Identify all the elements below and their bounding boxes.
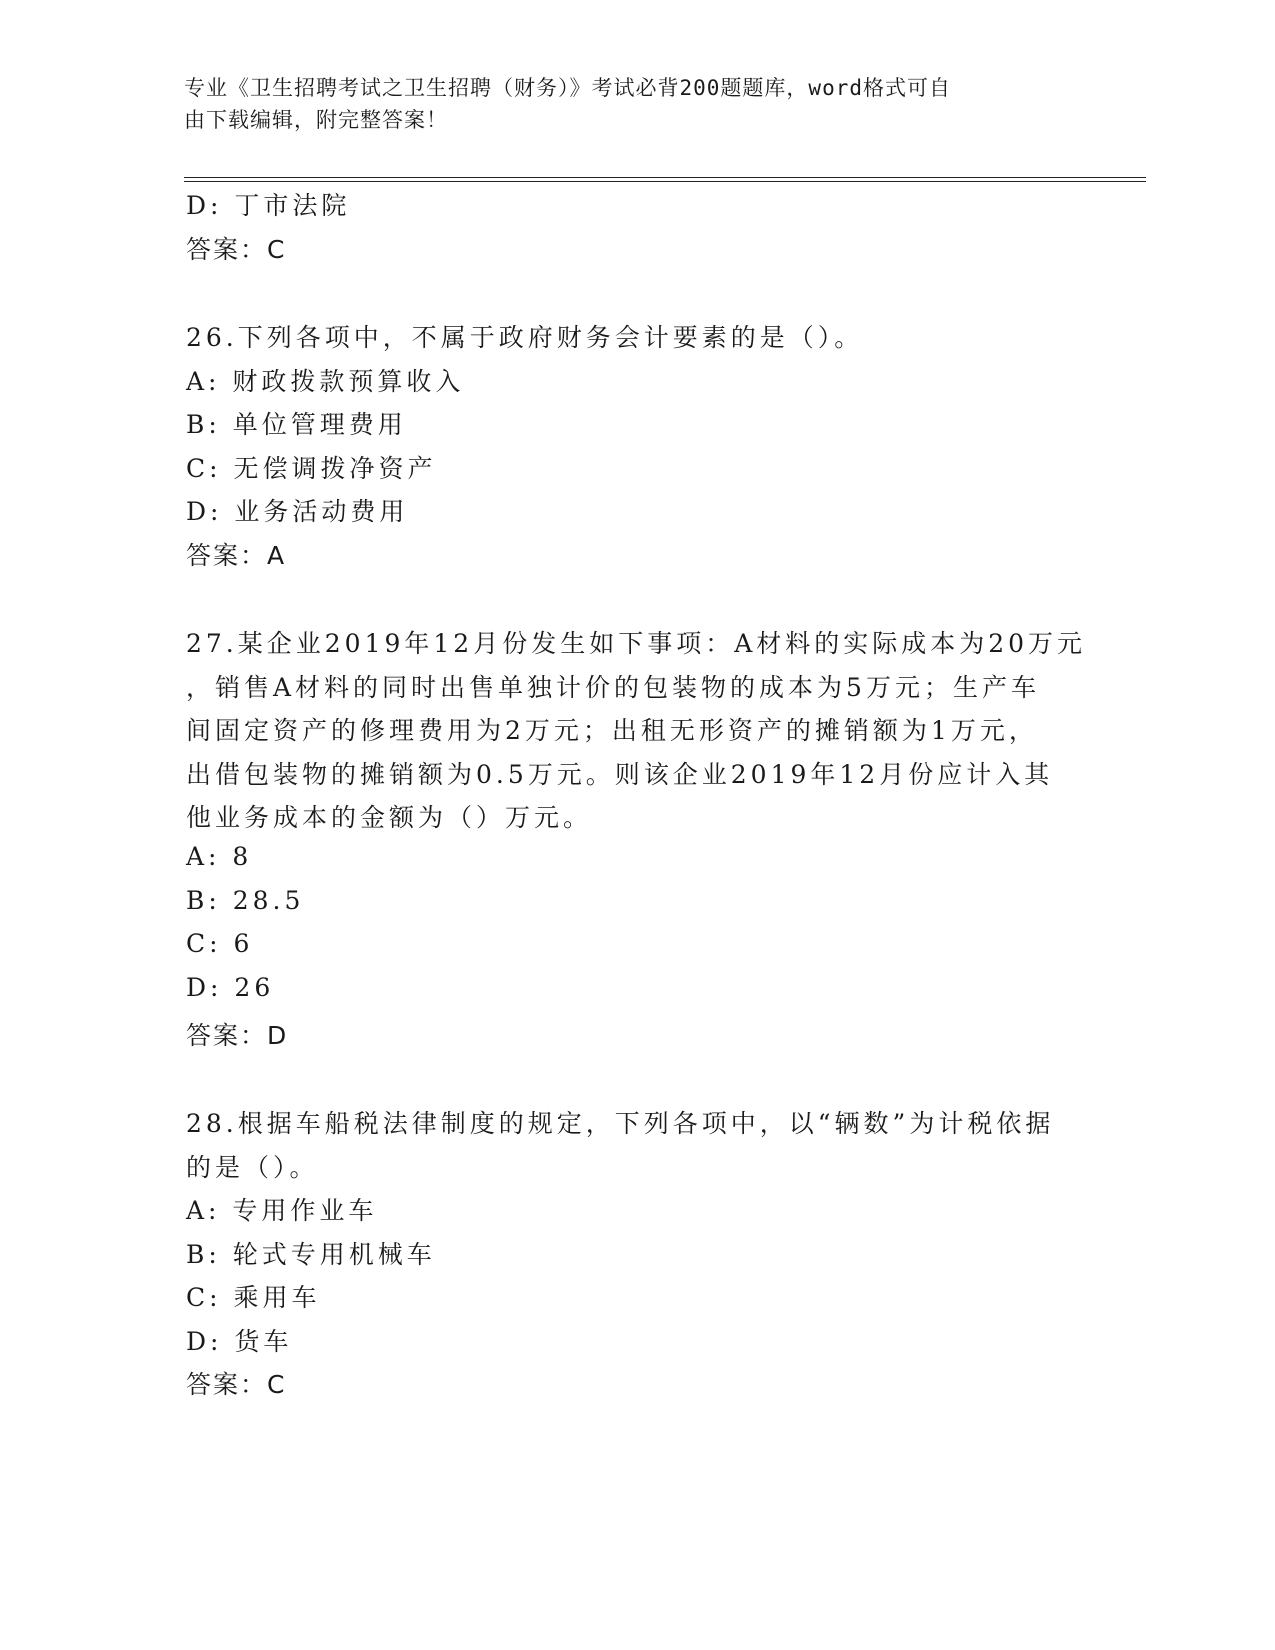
q28-stem-line-1: 28.根据车船税法律制度的规定，下列各项中，以“辆数”为计税依据 bbox=[186, 1109, 1055, 1138]
q27-option-d: D: 26 bbox=[186, 973, 275, 1002]
header-line-1: 专业《卫生招聘考试之卫生招聘（财务）》考试必背200题题库，word格式可自 bbox=[184, 76, 951, 100]
prev-option-d: D: 丁市法院 bbox=[186, 191, 351, 220]
q26-option-b: B: 单位管理费用 bbox=[186, 410, 407, 439]
q28-stem-line-2: 的是（）。 bbox=[186, 1153, 319, 1182]
document-header bbox=[184, 72, 1064, 136]
q28-option-a: A: 专用作业车 bbox=[186, 1196, 378, 1225]
q26-stem: 26.下列各项中，不属于政府财务会计要素的是（）。 bbox=[186, 323, 864, 352]
prev-answer: 答案：C bbox=[186, 235, 287, 264]
q27-stem-line-2: ，销售A材料的同时出售单独计价的包装物的成本为5万元；生产车 bbox=[186, 673, 1040, 702]
q26-option-a: A: 财政拨款预算收入 bbox=[186, 367, 465, 396]
q26-option-d: D: 业务活动费用 bbox=[186, 497, 409, 526]
q26-option-c: C: 无偿调拨净资产 bbox=[186, 454, 437, 483]
header-divider-top bbox=[184, 177, 1146, 178]
q27-stem-line-3: 间固定资产的修理费用为2万元；出租无形资产的摊销额为1万元， bbox=[186, 716, 1038, 745]
q27-answer: 答案：D bbox=[186, 1021, 289, 1050]
header-line-2: 由下载编辑，附完整答案！ bbox=[184, 108, 448, 132]
q27-option-b: B: 28.5 bbox=[186, 886, 305, 915]
q28-option-c: C: 乘用车 bbox=[186, 1283, 321, 1312]
q27-stem-line-1: 27.某企业2019年12月份发生如下事项：A材料的实际成本为20万元 bbox=[186, 629, 1087, 658]
q28-option-b: B: 轮式专用机械车 bbox=[186, 1240, 436, 1269]
header-divider-bottom bbox=[184, 181, 1146, 182]
q27-stem-line-4: 出借包装物的摊销额为0.5万元。则该企业2019年12月份应计入其 bbox=[186, 760, 1054, 789]
q28-option-d: D: 货车 bbox=[186, 1327, 293, 1356]
q27-option-a: A: 8 bbox=[186, 842, 253, 871]
q27-stem-line-5: 他业务成本的金额为（）万元。 bbox=[186, 803, 593, 832]
q26-answer: 答案：A bbox=[186, 541, 287, 570]
q28-answer: 答案：C bbox=[186, 1370, 287, 1399]
q27-option-c: C: 6 bbox=[186, 929, 254, 958]
